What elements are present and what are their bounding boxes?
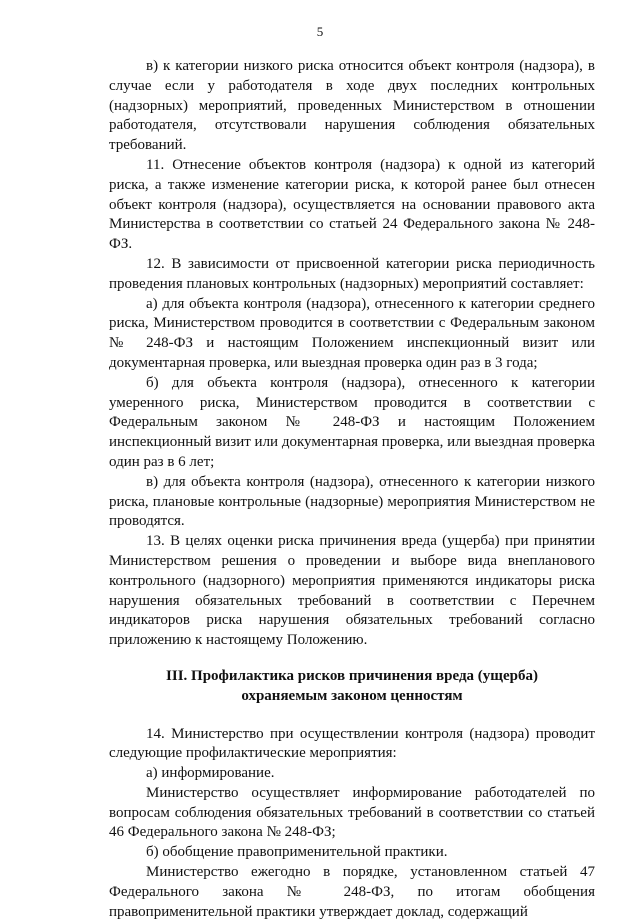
page-number: 5 — [316, 24, 324, 39]
paragraph-11: 11. Отнесение объектов контроля (надзора) к одной из категорий риска, а также изменение категории риска, к которой ранее был отнесен объект контроля (надзора), осуществляется на основании правового акта Министерства в соответствии со статьей 24 Федерального закона № 248-ФЗ. — [109, 156, 595, 253]
section-heading — [109, 667, 595, 707]
paragraph-13: 13. В целях оценки риска причинения вреда (ущерба) при принятии Министерством решения о проведении и выборе вида внепланового контрольного (надзорного) мероприятия применяются индикаторы риска нарушения обязательных требований в соответствии с Перечнем индикаторов риска нарушения обязательных требований согласно приложению к настоящему Положению. — [109, 533, 595, 649]
paragraph-12v: в) для объекта контроля (надзора), отнесенного к категории низкого риска, плановые контрольные (надзорные) мероприятия Министерством не проводятся. — [109, 473, 595, 530]
paragraph-12b: б) для объекта контроля (надзора), отнесенного к категории умеренного риска, Министерством проводится в соответствии с Федеральным законом № 248-ФЗ и настоящим Положением инспекционный визит или документарная проверка, или выездная проверка один раз в 6 лет; — [109, 374, 595, 470]
document-body — [109, 57, 595, 922]
paragraph-14a: а) информирование. — [146, 765, 275, 782]
paragraph-14b-detail: Министерство ежегодно в порядке, установленном статьей 47 Федерального закона № 248-ФЗ, по итогам обобщения правоприменительной практики утверждает доклад, содержащий — [109, 864, 595, 920]
paragraph-14: 14. Министерство при осуществлении контроля (надзора) проводит следующие профилактические мероприятия: — [109, 725, 595, 762]
paragraph-12a: а) для объекта контроля (надзора), отнесенного к категории среднего риска, Министерством проводится в соответствии с Федеральным законом № 248-ФЗ и настоящим Положением инспекционный визит или документарная проверка, или выездная проверка один раз в 3 года; — [109, 295, 595, 371]
paragraph-14a-detail: Министерство осуществляет информирование работодателей по вопросам соблюдения обязательных требований в соответствии со статьей 46 Федерального закона № 248-ФЗ; — [109, 784, 595, 841]
section-heading-line-2: охраняемым законом ценностям — [241, 687, 463, 704]
section-heading-line-1: III. Профилактика рисков причинения вреда (ущерба) — [166, 667, 538, 684]
paragraph-14b: б) обобщение правоприменительной практики. — [146, 844, 448, 861]
paragraph-12: 12. В зависимости от присвоенной категории риска периодичность проведения плановых контрольных (надзорных) мероприятий составляет: — [109, 255, 595, 292]
paragraph-10v: в) к категории низкого риска относится объект контроля (надзора), в случае если у работодателя в ходе двух последних контрольных (надзорных) мероприятий, проведенных Министерством в отношении работодателя, отсутствовали нарушения соблюдения обязательных требований. — [109, 58, 595, 154]
